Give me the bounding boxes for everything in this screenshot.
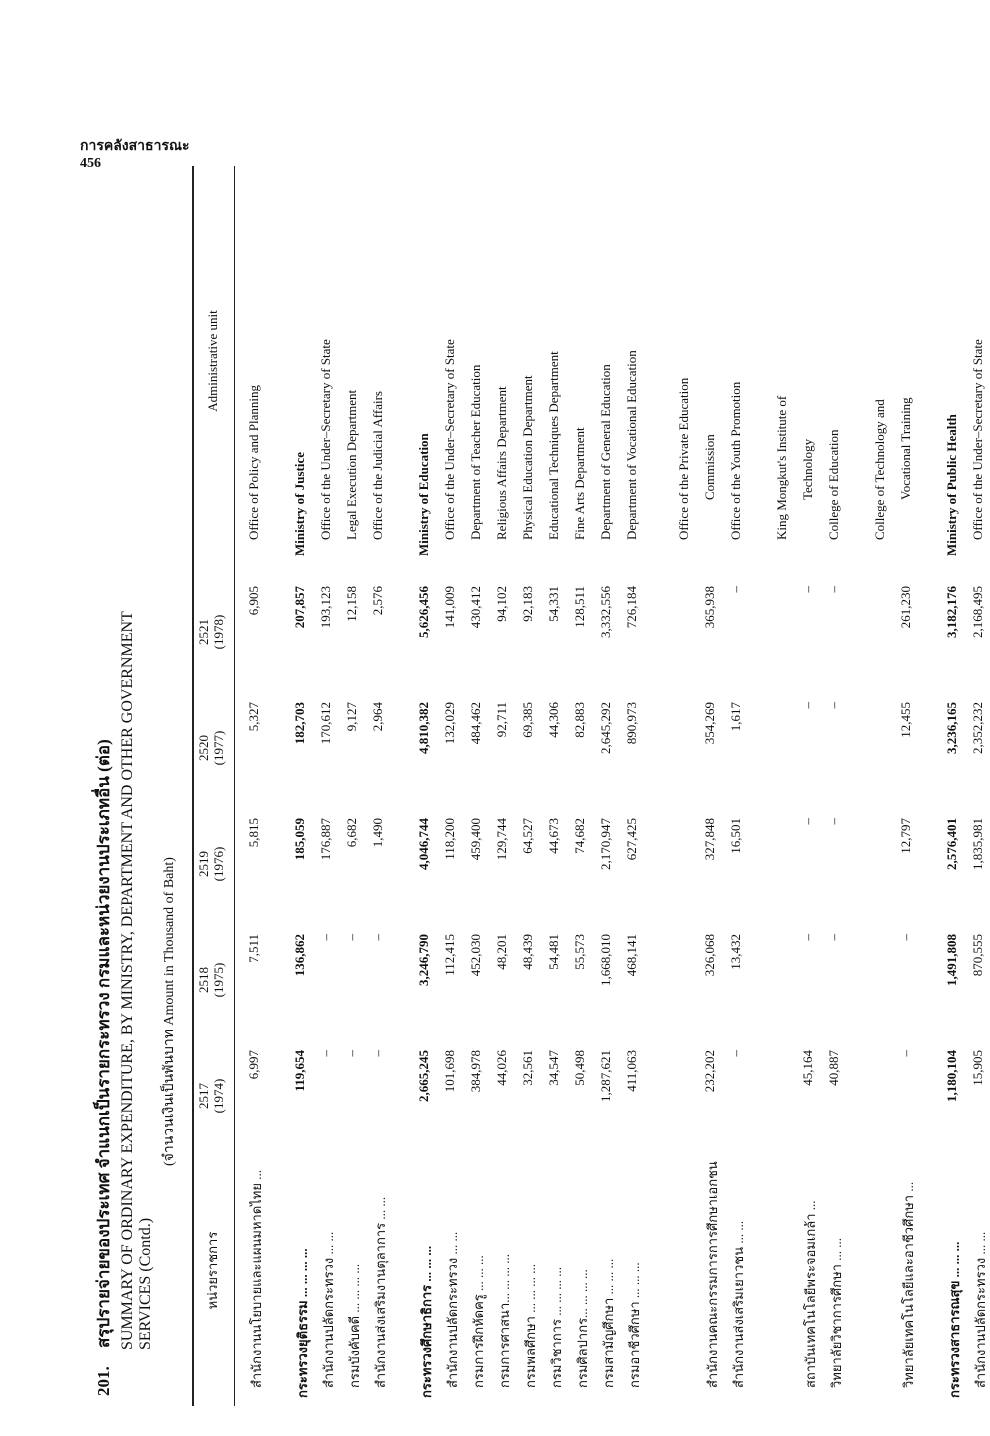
table-row [594, 166, 620, 1406]
col-year-ad: (1977) [211, 730, 226, 766]
value-cell: – [318, 934, 333, 941]
value-cell: – [826, 586, 841, 593]
value-cell: 94,102 [494, 586, 509, 622]
value-cell: 207,857 [292, 586, 307, 629]
value-cell: 1,668,010 [598, 934, 613, 986]
value-cell: 327,848 [702, 818, 717, 861]
value-cell: 2,645,292 [598, 702, 613, 754]
value-cell: 3,246,790 [416, 934, 431, 986]
value-cell: 261,230 [898, 586, 913, 629]
top-rule [192, 166, 194, 1406]
value-cell: 430,412 [468, 586, 483, 629]
row-label-thai: กรมบังคับคดี ... ... ... ... [347, 1263, 362, 1388]
row-label-thai: วิทยาลัยวิชาการศึกษา ... ... [829, 1238, 844, 1388]
table-row [288, 166, 314, 1406]
value-cell: 1,287,621 [598, 1050, 613, 1102]
row-label-english: Fine Arts Department [572, 427, 587, 540]
value-cell: 726,184 [624, 586, 639, 629]
row-label-english: Office of the Under–Secretary of State [442, 339, 457, 540]
row-label-english: Office of the Judicial Affairs [370, 391, 385, 540]
row-label-english: Office of the Under–Secretary of State [318, 339, 333, 540]
table-row [894, 166, 920, 1406]
table-row [672, 166, 698, 1406]
row-label-english: Office of the Private Education [676, 377, 691, 540]
row-label-english: Ministry of Education [416, 433, 431, 556]
value-cell: – [344, 934, 359, 941]
column-headers [196, 166, 230, 1406]
col-header-english: Administrative unit [205, 310, 220, 412]
value-cell: – [898, 1050, 913, 1057]
row-label-thai: สำนักงานปลัดกระทรวง ... ... [445, 1231, 460, 1388]
value-cell: 1,491,808 [944, 934, 959, 986]
value-cell: 890,973 [624, 702, 639, 745]
table-row [620, 166, 646, 1406]
value-cell: 13,432 [728, 934, 743, 970]
row-label-english: Commission [702, 434, 717, 500]
value-cell: – [344, 1050, 359, 1057]
value-cell: 1,490 [370, 818, 385, 848]
value-cell: 176,887 [318, 818, 333, 861]
value-cell: 16,501 [728, 818, 743, 854]
title-thai-text: สรุปรายจ่ายของประเทศ จำแนกเป็นรายกระทรวง กรมและหน่วยงานประเภทอื่น (ต่อ) [94, 739, 113, 1348]
col-year-be: 2517 [196, 1083, 211, 1109]
row-label-thai: สำนักงานปลัดกระทรวง ... ... [973, 1231, 988, 1388]
value-cell: – [728, 586, 743, 593]
row-label-english: King Mongkut's Institute of [774, 395, 789, 540]
table-row [724, 166, 750, 1406]
col-header-1975 [196, 934, 226, 1026]
value-cell: 2,576,401 [944, 818, 959, 870]
row-label-thai: กรมอาชีวศึกษา ... ... ... [627, 1262, 642, 1388]
table-row [542, 166, 568, 1406]
value-cell: – [800, 818, 815, 825]
table-row [966, 166, 990, 1406]
row-label-thai: กรมการฝึกหัดครู ... ... ... [471, 1255, 486, 1388]
value-cell: 40,887 [826, 1050, 841, 1086]
col-header-1978 [196, 586, 226, 678]
value-cell: 468,141 [624, 934, 639, 977]
value-cell: 4,810,382 [416, 702, 431, 754]
row-label-english: College of Technology and [872, 399, 887, 540]
row-label-thai: กรมการศาสนา... ... ... ... [497, 1254, 512, 1388]
value-cell: 185,059 [292, 818, 307, 861]
value-cell: 92,183 [520, 586, 535, 622]
table-row [698, 166, 724, 1406]
value-cell: 4,046,744 [416, 818, 431, 870]
value-cell: 44,306 [546, 702, 561, 738]
table-row [340, 166, 366, 1406]
value-cell: 82,883 [572, 702, 587, 738]
value-cell: 384,978 [468, 1050, 483, 1093]
table-title-english-cont: SERVICES (Contd.) [137, 1217, 154, 1350]
row-label-thai: สำนักงานนโยบายและแผนมหาดไทย ... [249, 1170, 264, 1388]
value-cell: 12,158 [344, 586, 359, 622]
value-cell: 48,439 [520, 934, 535, 970]
value-cell: 354,269 [702, 702, 717, 745]
page-header-section: การคลังสาธารณะ [80, 139, 190, 154]
row-label-thai: วิทยาลัยเทคโนโลยีและอาชีวศึกษา ... [901, 1181, 916, 1388]
table-row [242, 166, 268, 1406]
value-cell: 112,415 [442, 934, 457, 976]
table-row [940, 166, 966, 1406]
value-cell: 12,797 [898, 818, 913, 854]
value-cell: 2,352,232 [970, 702, 985, 754]
col-year-ad: (1976) [211, 846, 226, 882]
value-cell: 3,236,165 [944, 702, 959, 754]
row-label-thai: กรมศิลปากร... ... ... ... [575, 1269, 590, 1388]
row-label-english: Office of Policy and Planning [246, 384, 261, 540]
value-cell: 232,202 [702, 1050, 717, 1093]
row-label-english: Ministry of Justice [292, 452, 307, 556]
value-cell: 1,180,104 [944, 1050, 959, 1102]
value-cell: 136,862 [292, 934, 307, 977]
row-label-english: Department of General Education [598, 364, 613, 540]
value-cell: 6,682 [344, 818, 359, 848]
row-label-english: Legal Execution Department [344, 389, 359, 540]
value-cell: 74,682 [572, 818, 587, 854]
value-cell: 54,331 [546, 586, 561, 622]
row-label-thai: สำนักงานส่งเสริมเยาวชน ... ... [731, 1220, 746, 1388]
value-cell: 193,123 [318, 586, 333, 629]
table-row [314, 166, 340, 1406]
value-cell: 9,127 [344, 702, 359, 732]
value-cell: 129,744 [494, 818, 509, 861]
table-title-english: SUMMARY OF ORDINARY EXPENDITURE, BY MINISTRY, DEPARTMENT AND OTHER GOVERNMENT [119, 611, 136, 1350]
value-cell: 1,835,981 [970, 818, 985, 870]
value-cell: – [800, 586, 815, 593]
col-header-thai: หน่วยราชการ [205, 1231, 220, 1310]
row-label-english: Office of the Under–Secretary of State [970, 339, 985, 540]
value-cell: 44,673 [546, 818, 561, 854]
table-body [242, 166, 990, 1406]
table-row [822, 166, 848, 1406]
value-cell: 119,654 [292, 1050, 307, 1092]
value-cell: 44,026 [494, 1050, 509, 1086]
value-cell: 141,009 [442, 586, 457, 629]
value-cell: 45,164 [800, 1050, 815, 1086]
value-cell: 128,511 [572, 586, 587, 628]
table-title-thai [90, 396, 117, 1396]
row-label-thai: กระทรวงสาธารณสุข ... ... ... [947, 1241, 962, 1398]
table-title-block [90, 396, 155, 1396]
table-row [464, 166, 490, 1406]
value-cell: 50,498 [572, 1050, 587, 1086]
row-label-thai: สำนักงานส่งเสริมงานตุลาการ ... ... [373, 1196, 388, 1388]
header-rule [234, 166, 235, 1406]
value-cell: 2,168,495 [970, 586, 985, 638]
row-label-english: Religious Affairs Department [494, 386, 509, 540]
table-row [796, 166, 822, 1406]
row-label-english: Office of the Youth Promotion [728, 381, 743, 540]
table-row [366, 166, 392, 1406]
col-header-1974 [196, 1050, 226, 1142]
value-cell: 92,711 [494, 702, 509, 738]
value-cell: – [898, 934, 913, 941]
value-cell: 5,327 [246, 702, 261, 732]
value-cell: 182,703 [292, 702, 307, 745]
value-cell: – [318, 1050, 333, 1057]
row-label-english: College of Education [826, 429, 841, 540]
value-cell: 2,665,245 [416, 1050, 431, 1102]
row-label-thai: สำนักงานปลัดกระทรวง ... ... [321, 1231, 336, 1388]
value-cell: 118,200 [442, 818, 457, 860]
row-label-thai: กระทรวงศึกษาธิการ ... ... ... [419, 1245, 434, 1398]
value-cell: 7,511 [246, 934, 261, 963]
table-row [490, 166, 516, 1406]
value-cell: 55,573 [572, 934, 587, 970]
col-year-ad: (1974) [211, 1078, 226, 1114]
value-cell: 459,400 [468, 818, 483, 861]
table-row [568, 166, 594, 1406]
value-cell: 69,385 [520, 702, 535, 738]
col-year-be: 2519 [196, 851, 211, 877]
value-cell: 170,612 [318, 702, 333, 745]
row-label-english: Department of Vocational Education [624, 350, 639, 540]
col-year-ad: (1975) [211, 962, 226, 998]
value-cell: 5,815 [246, 818, 261, 848]
value-cell: 32,561 [520, 1050, 535, 1086]
col-header-1977 [196, 702, 226, 794]
value-cell: 101,698 [442, 1050, 457, 1093]
value-cell: – [370, 934, 385, 941]
value-cell: 1,617 [728, 702, 743, 732]
row-label-thai: กรมวิชาการ ... ... ... ... [549, 1267, 564, 1388]
row-label-thai: กระทรวงยุติธรรม ... ... ... ... [295, 1248, 310, 1398]
page-number: 456 [80, 156, 101, 171]
row-label-english: Vocational Training [898, 397, 913, 500]
col-year-be: 2520 [196, 735, 211, 761]
value-cell: 15,905 [970, 1050, 985, 1086]
row-label-thai: สำนักงานคณะกรรมการการศึกษาเอกชน [705, 1161, 720, 1388]
value-cell: 54,481 [546, 934, 561, 970]
col-year-be: 2518 [196, 967, 211, 993]
row-label-english: Ministry of Public Health [944, 414, 959, 556]
value-cell: 484,462 [468, 702, 483, 745]
value-cell: – [800, 934, 815, 941]
col-year-be: 2521 [196, 619, 211, 645]
value-cell: 2,576 [370, 586, 385, 616]
value-cell: – [800, 702, 815, 709]
value-cell: 3,182,176 [944, 586, 959, 638]
row-label-thai: กรมสามัญศึกษา ... ... ... [601, 1258, 616, 1388]
row-label-english: Physical Education Department [520, 375, 535, 540]
table-number: 201. [94, 1366, 113, 1396]
value-cell: 2,170,947 [598, 818, 613, 870]
value-cell: 365,938 [702, 586, 717, 629]
value-cell: 452,030 [468, 934, 483, 977]
unit-note: (จำนวนเงินเป็นพันบาท Amount in Thousand of Baht) [162, 857, 177, 1166]
row-label-thai: สถาบันเทคโนโลยีพระจอมเกล้า ... [803, 1200, 818, 1388]
value-cell: 2,964 [370, 702, 385, 732]
value-cell: 132,029 [442, 702, 457, 745]
value-cell: 34,547 [546, 1050, 561, 1086]
row-label-english: Department of Teacher Education [468, 364, 483, 540]
col-header-1976 [196, 818, 226, 910]
value-cell: 64,527 [520, 818, 535, 854]
value-cell: 326,068 [702, 934, 717, 977]
value-cell: 6,997 [246, 1050, 261, 1080]
value-cell: – [728, 1050, 743, 1057]
value-cell: – [826, 702, 841, 709]
table-row [438, 166, 464, 1406]
value-cell: 627,425 [624, 818, 639, 861]
value-cell: 6,905 [246, 586, 261, 616]
value-cell: 12,455 [898, 702, 913, 738]
row-label-english: Technology [800, 438, 815, 500]
value-cell: – [370, 1050, 385, 1057]
table-row [412, 166, 438, 1406]
value-cell: 48,201 [494, 934, 509, 970]
value-cell: – [826, 818, 841, 825]
table-row [770, 166, 796, 1406]
value-cell: – [826, 934, 841, 941]
value-cell: 411,063 [624, 1050, 639, 1092]
table-row [516, 166, 542, 1406]
row-label-english: Educational Techniques Department [546, 351, 561, 540]
value-cell: 870,555 [970, 934, 985, 977]
col-year-ad: (1978) [211, 614, 226, 650]
row-label-thai: กรมพลศึกษา ... ... ... ... [523, 1264, 538, 1388]
value-cell: 3,332,556 [598, 586, 613, 638]
value-cell: 5,626,456 [416, 586, 431, 638]
table-row [868, 166, 894, 1406]
